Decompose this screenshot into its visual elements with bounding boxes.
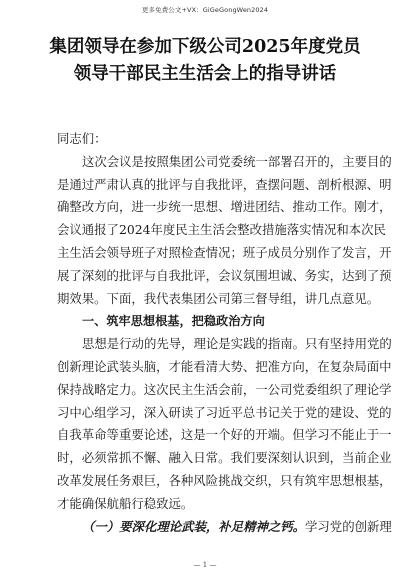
section-heading: 一、筑牢思想根基，把稳政治方向: [82, 314, 265, 329]
intro-line: 是通过严肃认真的批评与自我批评，查摆问题、剖析根源、明: [57, 176, 392, 192]
subsection-text: 学习党的创新理: [305, 518, 392, 534]
section-line: 思想是行动的先导，理论是实践的指南。只有坚持用党的: [82, 336, 392, 352]
intro-line: 这次会议是按照集团公司党委统一部署召开的，主要目的: [82, 153, 392, 169]
section-line: 时，必须常抓不懈、融入日常。我们要深刻认识到，当前企业: [57, 450, 392, 466]
section-line: 保持战略定力。这次民主生活会前，一公司党委组织了理论学: [57, 381, 392, 397]
section-paragraph: [57, 333, 392, 515]
section-line: 改革发展任务艰巨，各种风险挑战交织，只有筑牢思想根基，: [57, 472, 392, 488]
subsection-paragraph: [57, 516, 392, 539]
intro-line: 期效果。下面，我代表集团公司第三督导组，讲几点意见。: [57, 290, 380, 306]
section-line: 才能确保航船行稳致远。: [57, 495, 194, 511]
section-line: 自我革命等重要论述，这是一个好的开端。但学习不能止于一: [57, 427, 392, 443]
subsection-heading: （一）要深化理论武装，补足精神之钙。: [82, 518, 306, 534]
salutation: 同志们：: [57, 131, 107, 146]
intro-paragraph: [57, 151, 392, 311]
document-title: [0, 34, 410, 88]
section-line: 创新理论武装头脑，才能看清大势、把准方向，在复杂局面中: [57, 358, 392, 374]
intro-line: 展了深刻的批评与自我批评，会议氛围坦诚、务实，达到了预: [57, 267, 392, 283]
intro-line: 主生活会领导班子对照检查情况；班子成员分别作了发言，开: [57, 244, 392, 260]
section-line: 习中心组学习，深入研读了习近平总书记关于党的建设、党的: [57, 404, 392, 420]
header-watermark: 更多免费公文+VX：GiGeGongWen2024: [141, 6, 269, 14]
intro-line: 会议通报了2024年度民主生活会整改措施落实情况和本次民: [57, 222, 386, 238]
intro-line: 确整改方向，进一步统一思想、增进团结、推动工作。刚才，: [57, 199, 392, 215]
title-line-2: 领导干部民主生活会上的指导讲话: [73, 64, 337, 84]
title-line-1: 集团领导在参加下级公司2025年度党员: [49, 37, 361, 57]
document-body: [57, 128, 392, 538]
page-number: — 1 —: [193, 561, 217, 569]
